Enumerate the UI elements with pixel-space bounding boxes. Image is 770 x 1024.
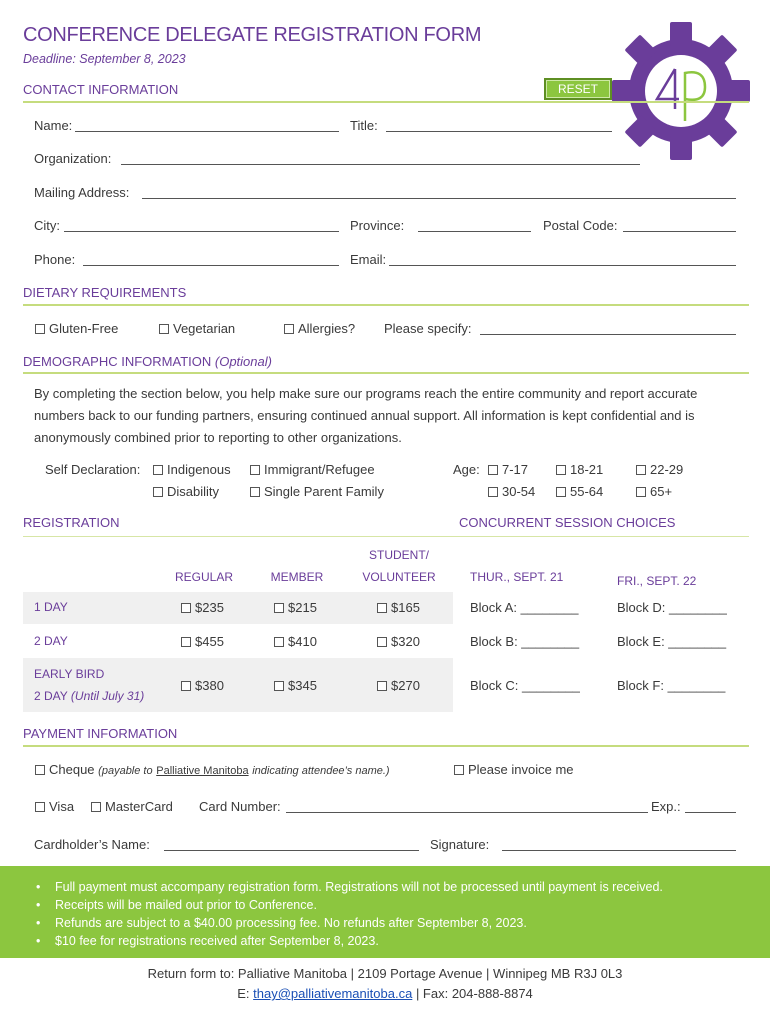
- mailing-label: Mailing Address:: [34, 185, 130, 200]
- title-field[interactable]: [386, 131, 612, 132]
- cheque-checkbox[interactable]: [35, 765, 45, 775]
- age-55-64-option[interactable]: 55-64: [556, 484, 603, 499]
- demographic-intro: By completing the section below, you help make sure our programs reach the entire community and report accurate numbers back to our funding partners, ensuring continued annual support. All information is kept confidential and is anonymously combined prior to reporting to other organizations.: [34, 386, 698, 445]
- demographic-heading: DEMOGRAPHC INFORMATION (Optional): [23, 354, 272, 369]
- age-65-plus-option[interactable]: 65+: [636, 484, 672, 499]
- allergies-option[interactable]: Allergies?: [284, 321, 355, 336]
- block-e[interactable]: Block E: ________: [617, 634, 727, 649]
- age-65-plus-checkbox[interactable]: [636, 487, 646, 497]
- single-parent-option[interactable]: Single Parent Family: [250, 484, 384, 499]
- col-member: MEMBER: [270, 570, 324, 584]
- gluten-free-checkbox[interactable]: [35, 324, 45, 334]
- age-label: Age:: [453, 462, 480, 477]
- cheque-option[interactable]: Cheque (payable to Palliative Manitoba indicating attendee’s name.): [35, 762, 390, 777]
- mastercard-option[interactable]: MasterCard: [91, 799, 173, 814]
- registration-heading: REGISTRATION: [23, 515, 120, 530]
- province-label: Province:: [350, 218, 405, 233]
- age-30-54-option[interactable]: 30-54: [488, 484, 535, 499]
- col-regular: REGULAR: [174, 570, 233, 584]
- gluten-free-option[interactable]: Gluten-Free: [35, 321, 118, 336]
- email-field[interactable]: [389, 265, 736, 266]
- row-earlybird-label: EARLY BIRD: [34, 667, 105, 681]
- block-d[interactable]: Block D: ________: [617, 600, 727, 615]
- price-1day-student-checkbox[interactable]: [377, 603, 387, 613]
- block-c[interactable]: Block C: ________: [470, 678, 580, 693]
- vegetarian-option[interactable]: Vegetarian: [159, 321, 235, 336]
- price-1day-student[interactable]: $165: [377, 600, 420, 615]
- invoice-checkbox[interactable]: [454, 765, 464, 775]
- single-parent-checkbox[interactable]: [250, 487, 260, 497]
- contact-heading: CONTACT INFORMATION: [23, 82, 179, 97]
- card-number-field[interactable]: [286, 812, 648, 813]
- note-item: • Receipts will be mailed out prior to Conference.: [36, 896, 663, 914]
- phone-field[interactable]: [83, 265, 339, 266]
- price-2day-regular[interactable]: $455: [181, 634, 224, 649]
- price-earlybird-member[interactable]: $345: [274, 678, 317, 693]
- vegetarian-checkbox[interactable]: [159, 324, 169, 334]
- dietary-heading: DIETARY REQUIREMENTS: [23, 285, 187, 300]
- cheque-payee: Palliative Manitoba: [156, 765, 249, 777]
- card-number-label: Card Number:: [199, 799, 281, 814]
- immigrant-checkbox[interactable]: [250, 465, 260, 475]
- age-22-29-option[interactable]: 22-29: [636, 462, 683, 477]
- mailing-field[interactable]: [142, 198, 736, 199]
- footer-contact: E: thay@palliativemanitoba.ca | Fax: 204-888-8874: [237, 986, 533, 1001]
- footer-address: Return form to: Palliative Manitoba | 2109 Portage Avenue | Winnipeg MB R3J 0L3: [147, 966, 623, 981]
- deadline-text: Deadline: September 8, 2023: [23, 52, 186, 66]
- payment-heading: PAYMENT INFORMATION: [23, 726, 178, 741]
- price-2day-member-checkbox[interactable]: [274, 637, 284, 647]
- province-field[interactable]: [418, 231, 531, 232]
- organization-label: Organization:: [34, 151, 112, 166]
- block-b[interactable]: Block B: ________: [470, 634, 580, 649]
- price-2day-member[interactable]: $410: [274, 634, 317, 649]
- price-earlybird-regular[interactable]: $380: [181, 678, 224, 693]
- price-2day-regular-checkbox[interactable]: [181, 637, 191, 647]
- immigrant-option[interactable]: Immigrant/Refugee: [250, 462, 375, 477]
- age-7-17-checkbox[interactable]: [488, 465, 498, 475]
- price-earlybird-regular-checkbox[interactable]: [181, 681, 191, 691]
- cardholder-label: Cardholder’s Name:: [34, 837, 150, 852]
- price-1day-member[interactable]: $215: [274, 600, 317, 615]
- specify-field[interactable]: [480, 334, 736, 335]
- invoice-option[interactable]: Please invoice me: [454, 762, 574, 777]
- form-title: CONFERENCE DELEGATE REGISTRATION FORM: [23, 24, 482, 46]
- city-field[interactable]: [64, 231, 339, 232]
- specify-label: Please specify:: [384, 321, 472, 336]
- fri-header: FRI., SEPT. 22: [617, 574, 697, 588]
- thu-header: THUR., SEPT. 21: [470, 570, 564, 584]
- age-7-17-option[interactable]: 7-17: [488, 462, 528, 477]
- note-item: • $10 fee for registrations received after September 8, 2023.: [36, 932, 663, 950]
- exp-label: Exp.:: [651, 799, 681, 814]
- phone-label: Phone:: [34, 252, 76, 267]
- postal-label: Postal Code:: [543, 218, 618, 233]
- price-1day-member-checkbox[interactable]: [274, 603, 284, 613]
- title-label: Title:: [350, 118, 378, 133]
- mastercard-checkbox[interactable]: [91, 802, 101, 812]
- price-2day-student[interactable]: $320: [377, 634, 420, 649]
- row-earlybird-sublabel: 2 DAY (Until July 31): [34, 689, 145, 703]
- footer-email-link[interactable]: thay@palliativemanitoba.ca: [253, 986, 413, 1001]
- age-22-29-checkbox[interactable]: [636, 465, 646, 475]
- contact-rule: [23, 101, 749, 103]
- visa-checkbox[interactable]: [35, 802, 45, 812]
- allergies-checkbox[interactable]: [284, 324, 294, 334]
- age-55-64-checkbox[interactable]: [556, 487, 566, 497]
- price-2day-student-checkbox[interactable]: [377, 637, 387, 647]
- col-volunteer: VOLUNTEER: [362, 570, 436, 584]
- reset-button[interactable]: RESET: [544, 78, 612, 100]
- city-label: City:: [34, 218, 60, 233]
- price-earlybird-student[interactable]: $270: [377, 678, 420, 693]
- row-2day-label: 2 DAY: [34, 634, 68, 648]
- postal-field[interactable]: [623, 231, 736, 232]
- name-label: Name:: [34, 118, 73, 133]
- age-30-54-checkbox[interactable]: [488, 487, 498, 497]
- 4p-logo: [612, 22, 750, 160]
- price-1day-regular-checkbox[interactable]: [181, 603, 191, 613]
- price-1day-regular[interactable]: $235: [181, 600, 224, 615]
- price-earlybird-member-checkbox[interactable]: [274, 681, 284, 691]
- indigenous-option[interactable]: Indigenous: [153, 462, 231, 477]
- row-1day-label: 1 DAY: [34, 600, 68, 614]
- payment-rule: [23, 745, 749, 747]
- email-label: Email:: [350, 252, 387, 267]
- signature-field[interactable]: [502, 850, 736, 851]
- self-declaration-label: Self Declaration:: [45, 462, 141, 477]
- disability-checkbox[interactable]: [153, 487, 163, 497]
- age-18-21-checkbox[interactable]: [556, 465, 566, 475]
- exp-field[interactable]: [685, 812, 736, 813]
- col-student: STUDENT/: [369, 548, 429, 562]
- disability-option[interactable]: Disability: [153, 484, 219, 499]
- notes-list: [36, 878, 663, 950]
- sessions-heading: CONCURRENT SESSION CHOICES: [459, 515, 676, 530]
- demographic-rule: [23, 372, 749, 374]
- organization-field[interactable]: [121, 164, 640, 165]
- registration-rule: [23, 536, 749, 537]
- cardholder-field[interactable]: [164, 850, 419, 851]
- name-field[interactable]: [75, 131, 339, 132]
- block-a[interactable]: Block A: ________: [470, 600, 579, 615]
- optional-note: (Optional): [214, 354, 272, 369]
- block-f[interactable]: Block F: ________: [617, 678, 726, 693]
- age-18-21-option[interactable]: 18-21: [556, 462, 603, 477]
- notes-band: [0, 866, 770, 958]
- note-item: • Full payment must accompany registration form. Registrations will not be processed until payment is received.: [36, 878, 663, 896]
- note-item: • Refunds are subject to a $40.00 processing fee. No refunds after September 8, 2023.: [36, 914, 663, 932]
- visa-option[interactable]: Visa: [35, 799, 74, 814]
- price-earlybird-student-checkbox[interactable]: [377, 681, 387, 691]
- dietary-rule: [23, 304, 749, 306]
- signature-label: Signature:: [430, 837, 490, 852]
- indigenous-checkbox[interactable]: [153, 465, 163, 475]
